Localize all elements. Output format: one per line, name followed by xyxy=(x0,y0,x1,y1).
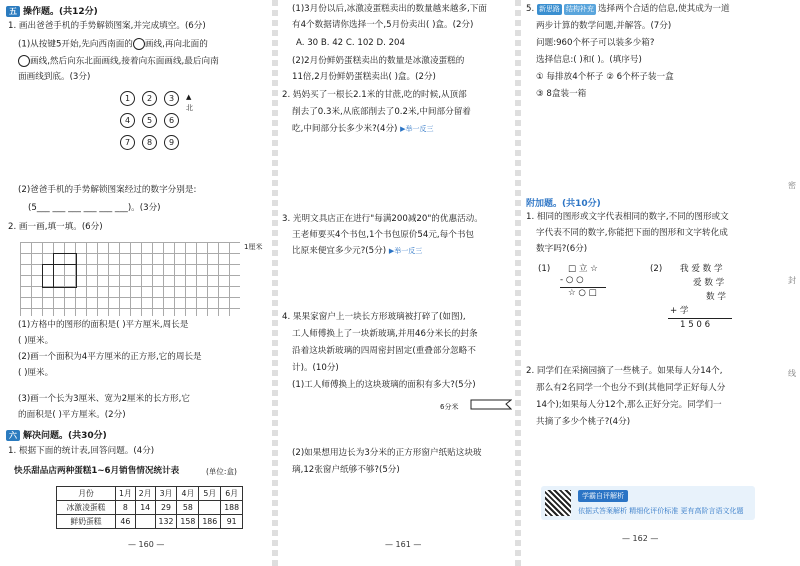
problem-2-line: 吃,中间部分长多少米?(4分) ▶举一反三 xyxy=(292,124,434,134)
table-cell: 186 xyxy=(199,515,221,529)
q5-line: 5. 新思路 结构补充 选择两个合适的信息,使其成为一道 xyxy=(526,4,730,14)
table-cell: 58 xyxy=(177,501,199,515)
seal-mark: 密 xyxy=(788,181,796,190)
header-cell: 3月 xyxy=(155,487,177,501)
q1-part2-blanks: (5___ ___ ___ ___ ___ ___)。(3分) xyxy=(28,203,161,213)
header-cell: 5月 xyxy=(199,487,221,501)
page-number: — 162 — xyxy=(622,534,659,543)
answer-options: A. 30 B. 42 C. 102 D. 204 xyxy=(296,38,405,48)
problem-2-line: 2. 妈妈买了一根长2.1米的甘蔗,吃的时候,从顶部 xyxy=(282,90,467,100)
sales-table xyxy=(56,486,243,529)
table-cell: 91 xyxy=(221,515,243,529)
puzzle-2-row: 数 学 xyxy=(706,292,726,302)
section-badge: 六 xyxy=(6,430,20,441)
blank-circle-icon xyxy=(133,38,145,50)
q2-part2: (2)画一个面积为4平方厘米的正方形,它的周长是 xyxy=(18,352,202,362)
header-cell: 2月 xyxy=(135,487,155,501)
q5-line: 选择信息:( )和( )。(填序号) xyxy=(536,55,642,65)
key: 7 xyxy=(120,135,135,150)
table-cell: 188 xyxy=(221,501,243,515)
q5-line: 问题:960个杯子可以装多少箱? xyxy=(536,38,655,48)
problem-4-part2: (2)如果想用边长为3分米的正方形窗户纸贴这块玻 xyxy=(292,448,482,458)
q-line: (2)2月份鲜奶蛋糕卖出的数量是冰激凌蛋糕的 xyxy=(292,56,465,66)
extra-2-line: 那么有2名同学一个也分不到(其他同学正好每人分 xyxy=(536,383,726,393)
puzzle-1-label: (1) xyxy=(538,264,551,274)
key: 1 xyxy=(120,91,135,106)
scale-label: 1厘米 xyxy=(244,243,263,251)
extra-2-line: 2. 同学们在采摘园摘了一些桃子。如果每人分14个, xyxy=(526,366,723,376)
dimension-label: 6分米 xyxy=(440,403,459,411)
puzzle-1-row: □ 立 ☆ xyxy=(568,264,598,274)
section-five-title: 五 操作题。(共12分) xyxy=(6,4,98,17)
table-row xyxy=(57,501,243,515)
puzzle-1-row: ☆ ○ □ xyxy=(568,288,597,298)
q-line: (1)3月份以后,冰激凌蛋糕卖出的数量越来越多,下面 xyxy=(292,4,487,14)
q2-part1b: ( )厘米。 xyxy=(18,336,54,346)
problem-4-line: 工人师傅换上了一块新玻璃,并用46分米长的封条 xyxy=(292,329,478,339)
practice-link[interactable]: ▶举一反三 xyxy=(400,125,434,133)
banner-title: 学霸自评解析 xyxy=(578,490,628,502)
problem-2-line: 削去了0.3米,从底部削去了0.2米,中间部分留着 xyxy=(292,107,471,117)
table-cell xyxy=(135,515,155,529)
north-arrow-icon: ▲ 北 xyxy=(186,93,193,112)
key: 3 xyxy=(164,91,179,106)
table-cell: 14 xyxy=(135,501,155,515)
section-badge: 五 xyxy=(6,6,20,17)
extra-section-title: 附加题。(共10分) xyxy=(526,199,601,209)
header-cell: 6月 xyxy=(221,487,243,501)
broken-glass-diagram xyxy=(470,399,512,410)
q5-line: ③ 8盒装一箱 xyxy=(536,89,587,99)
q2-part3: (3)画一个长为3厘米、宽为2厘米的长方形,它 xyxy=(18,394,190,404)
table-cell: 158 xyxy=(177,515,199,529)
seal-mark: 线 xyxy=(788,369,796,378)
blank-circle-icon xyxy=(18,55,30,67)
q-line: 有4个数据请你选择一个,5月份卖出( )盒。(2分) xyxy=(292,20,474,30)
problem-4-line: 4. 果果家窗户上一块长方形玻璃被打碎了(如图), xyxy=(282,312,466,322)
qr-code-icon[interactable] xyxy=(545,490,571,516)
key: 8 xyxy=(142,135,157,150)
table-unit: (单位:盒) xyxy=(206,467,237,476)
table-cell: 132 xyxy=(155,515,177,529)
banner-text: 依据式答案解析 精细化评价标准 更有高阶言语文化题 xyxy=(578,507,744,515)
q1-part1-line2: 画线,然后向东北面画线,接着向东面画线,最后向南 xyxy=(18,55,219,68)
table-cell: 29 xyxy=(155,501,177,515)
q2-part1: (1)方格中的图形的面积是( )平方厘米,周长是 xyxy=(18,320,189,330)
q5-line: 两步计算的数学问题,并解答。(7分) xyxy=(536,21,672,31)
header-cell: 1月 xyxy=(116,487,136,501)
extra-2-line: 共摘了多少个桃子?(4分) xyxy=(536,417,631,427)
q1-part1-line1: (1)从按键5开始,先向西南面的 画线,再向北面的 xyxy=(18,39,208,50)
q1-part1-line3: 面画线到底。(3分) xyxy=(18,72,91,82)
extra-1-line: 数字吗?(6分) xyxy=(536,244,588,254)
table-cell: 8 xyxy=(116,501,136,515)
header-cell: 4月 xyxy=(177,487,199,501)
problem-4-line: 沿着这块新玻璃的四周密封固定(重叠部分忽略不 xyxy=(292,346,476,356)
q5-line: ① 每排放4个杯子 ② 6个杯子装一盒 xyxy=(536,72,674,82)
puzzle-2-label: (2) xyxy=(650,264,663,274)
extra-2-line: 14个);如果每人分12个,那么正好分完。同学们一 xyxy=(536,400,722,410)
q2-part3b: 的面积是( )平方厘米。(2分) xyxy=(18,410,126,420)
row-label: 鲜奶蛋糕 xyxy=(57,515,116,529)
question-6-1: 1. 根据下面的统计表,回答问题。(4分) xyxy=(8,446,155,456)
page-number: — 160 — xyxy=(128,540,165,549)
key: 2 xyxy=(142,91,157,106)
table-row xyxy=(57,515,243,529)
problem-3-line: 3. 光明文具店正在进行"每满200减20"的优惠活动。 xyxy=(282,214,483,224)
question-1: 1. 画出爸爸手机的手势解锁图案,并完成填空。(6分) xyxy=(8,21,206,31)
table-cell: 46 xyxy=(116,515,136,529)
table-title: 快乐甜品店两种蛋糕1~6月销售情况统计表 xyxy=(14,466,180,476)
puzzle-1-row: - ○ ○ xyxy=(560,275,584,285)
row-label: 冰激凌蛋糕 xyxy=(57,501,116,515)
binding-gutter xyxy=(515,0,521,566)
extra-1-line: 字代表不同的数字,你能把下面的图形和文字转化成 xyxy=(536,228,728,238)
puzzle-2-row: 我 爱 数 学 xyxy=(680,264,723,274)
table-cell xyxy=(199,501,221,515)
problem-4-line: 计)。(10分) xyxy=(292,363,339,373)
key: 4 xyxy=(120,113,135,128)
tag-badge: 新思路 xyxy=(538,5,560,13)
page-number: — 161 — xyxy=(385,540,422,549)
key: 9 xyxy=(164,135,179,150)
practice-link[interactable]: ▶举一反三 xyxy=(388,247,423,255)
puzzle-2-row: + 学 xyxy=(670,306,689,316)
q-line: 11倍,2月份鲜奶蛋糕卖出( )盒。(2分) xyxy=(292,72,436,82)
header-cell: 月份 xyxy=(57,487,116,501)
question-2: 2. 画一画,填一填。(6分) xyxy=(8,222,103,232)
q2-part2b: ( )厘米。 xyxy=(18,368,54,378)
key: 6 xyxy=(164,113,179,128)
section-six-title: 六 解决问题。(共30分) xyxy=(6,428,107,441)
problem-4-part1: (1)工人师傅换上的这块玻璃的面积有多大?(5分) xyxy=(292,380,476,390)
key: 5 xyxy=(142,113,157,128)
binding-gutter xyxy=(272,0,278,566)
problem-3-line: 比原来便宜多少元?(5分) ▶举一反三 xyxy=(292,246,423,256)
puzzle-2-result: 1 5 0 6 xyxy=(680,320,711,330)
grid-shape xyxy=(42,264,77,288)
problem-3-line: 王老师要买4个书包,1个书包原价54元,每个书包 xyxy=(292,230,475,240)
puzzle-2-row: 爱 数 学 xyxy=(693,278,725,288)
seal-mark: 封 xyxy=(788,276,796,285)
extra-1-line: 1. 相同的图形或文字代表相同的数字,不同的图形或文 xyxy=(526,212,729,222)
puzzle-2-rule xyxy=(668,318,732,319)
q1-part2: (2)爸爸手机的手势解锁图案经过的数字分别是: xyxy=(18,185,197,195)
table-header-row xyxy=(57,487,243,501)
tag-badge: 结构补充 xyxy=(565,5,594,13)
problem-4-part2b: 璃,12张窗户纸够不够?(5分) xyxy=(292,465,400,475)
